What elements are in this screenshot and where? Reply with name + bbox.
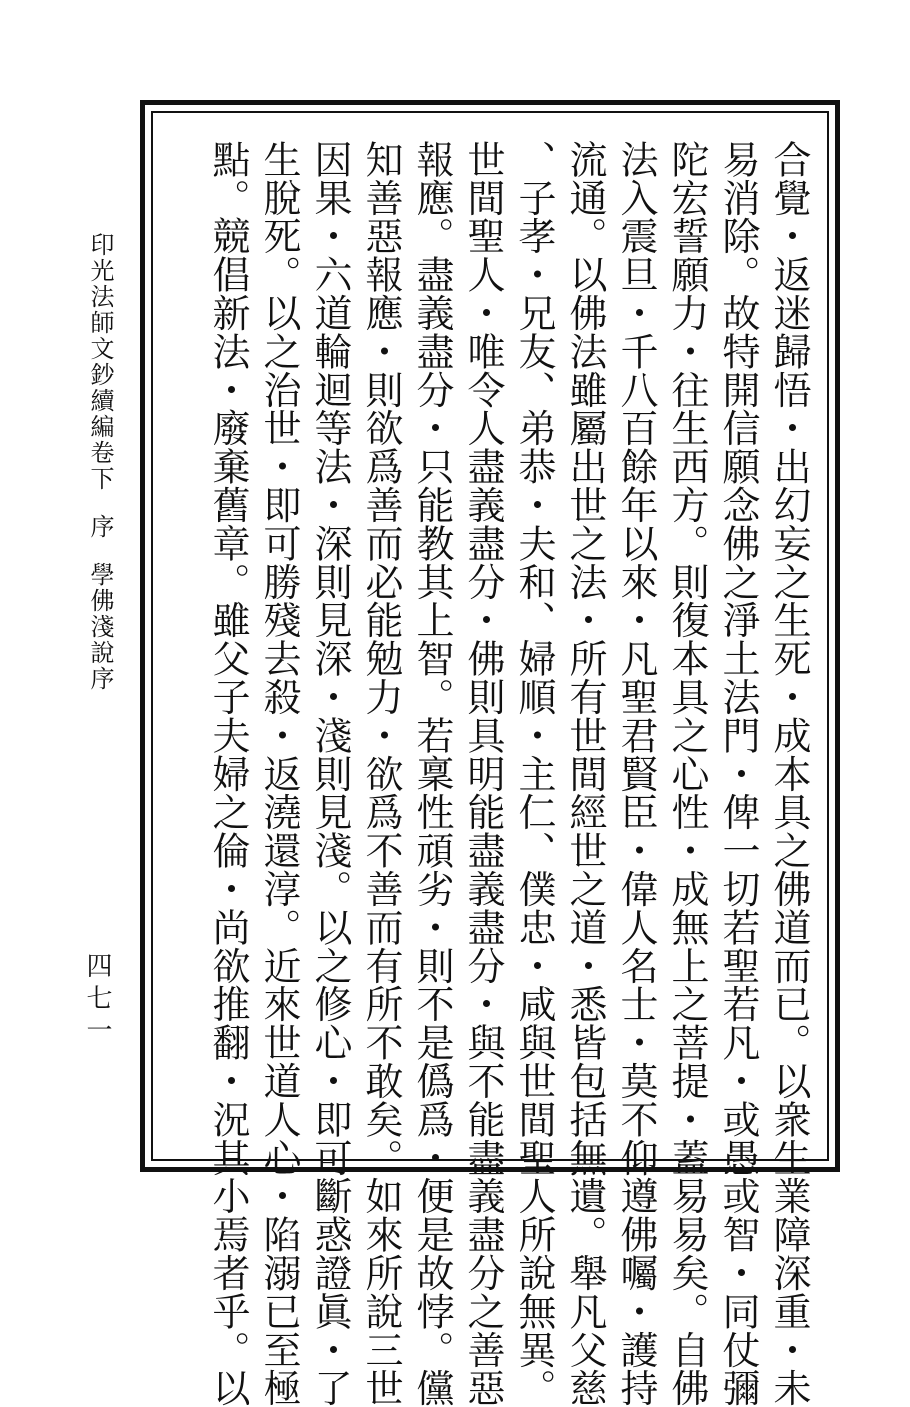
text-column: 陀宏誓願力・往生西方。則復本具之心性・成無上之菩提・蓋易易矣。自佛	[665, 140, 709, 1407]
text-column: 法入震旦・千八百餘年以來・凡聖君賢臣・偉人名士・莫不仰遵佛囑・護持	[614, 140, 658, 1407]
main-text	[160, 140, 814, 1407]
text-column: 世間聖人・唯令人盡義盡分・佛則具明能盡義盡分・與不能盡義盡分之善惡	[461, 140, 505, 1407]
text-column: 生脫死。以之治世・即可勝殘去殺・返澆還淳。近來世道人心・陷溺已至極	[257, 140, 301, 1407]
book-title: 印光法師文鈔續編卷下	[86, 232, 114, 492]
text-column: 報應。盡義盡分・只能教其上智。若稟性頑劣・則不是僞爲・便是故悖。儻	[410, 140, 454, 1407]
article-title: 學佛淺說序	[86, 562, 114, 692]
text-column: 合覺・返迷歸悟・出幻妄之生死・成本具之佛道而已。以衆生業障深重・未	[767, 140, 811, 1407]
page-number: 四七一	[82, 952, 112, 1048]
section-label: 序	[86, 514, 114, 540]
text-column: 易消除。故特開信願念佛之淨土法門・俾一切若聖若凡・或愚或智・同仗彌	[716, 140, 760, 1407]
text-column: 因果・六道輪迴等法・深則見深・淺則見淺。以之修心・即可斷惑證眞・了	[308, 140, 352, 1407]
margin-header	[88, 232, 112, 692]
text-column: 流通。以佛法雖屬出世之法・所有世間經世之道・悉皆包括無遺。舉凡父慈	[563, 140, 607, 1407]
text-column: 、子孝・兄友、弟恭・夫和、婦順・主仁、僕忠・咸與世間聖人所說無異。	[512, 140, 556, 1407]
text-column: 知善惡報應・則欲爲善而必能勉力・欲爲不善而有所不敢矣。如來所說三世	[359, 140, 403, 1407]
text-column: 點。競倡新法・廢棄舊章。雖父子夫婦之倫・尚欲推翻・況其小焉者乎。以	[206, 140, 250, 1407]
